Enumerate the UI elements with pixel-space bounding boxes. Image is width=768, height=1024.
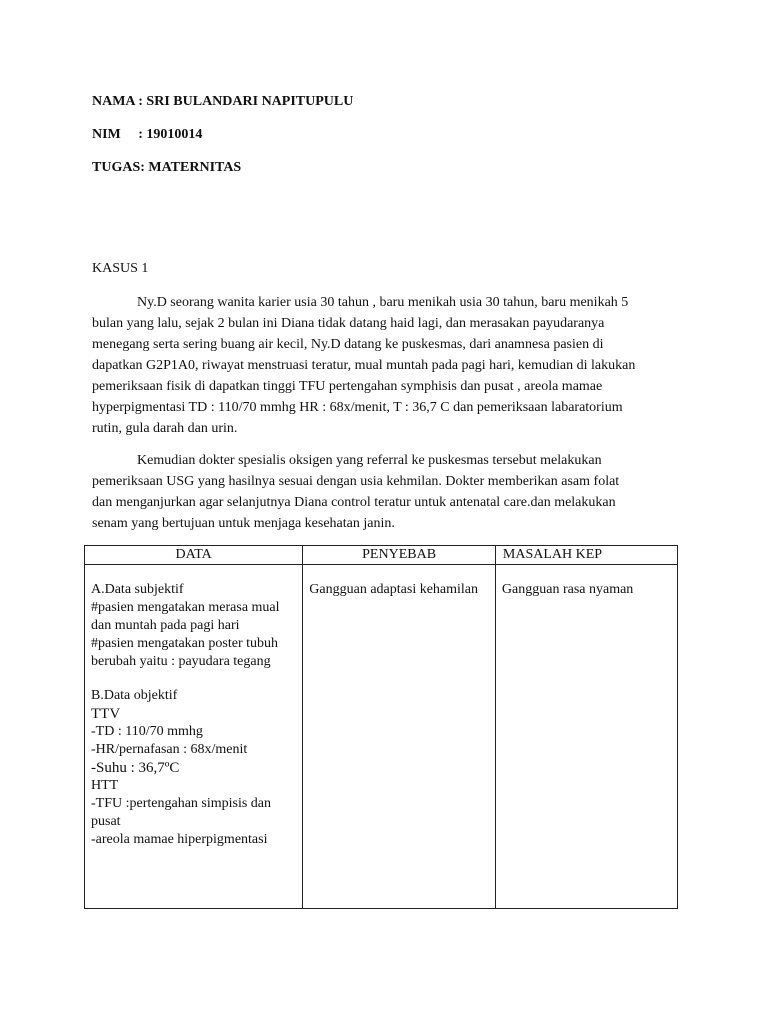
- paragraph-line: hyperpigmentasi TD : 110/70 mmhg HR : 68x/menit, T : 36,7 C dan pemeriksaan labaratorium: [92, 400, 623, 415]
- paragraph-line: dapatkan G2P1A0, riwayat menstruasi teratur, mual muntah pada pagi hari, kemudian di lakukan: [92, 358, 636, 373]
- section-gap: [91, 671, 298, 687]
- paragraph-line: pemeriksaan USG yang hasilnya sesuai dengan usia kehmilan. Dokter memberikan asam folat: [92, 474, 620, 489]
- subjective-line: berubah yaitu : payudara tegang: [91, 654, 271, 669]
- paragraph-line: Ny.D seorang wanita karier usia 30 tahun , baru menikah usia 30 tahun, baru menikah 5: [137, 295, 629, 310]
- header-penyebab: PENYEBAB: [303, 546, 496, 565]
- objective-line: -areola mamae hiperpigmentasi: [91, 832, 268, 847]
- subjective-heading: A.Data subjektif: [91, 582, 184, 597]
- objective-line: pusat: [91, 814, 121, 829]
- assignment-line: TUGAS: MATERNITAS: [92, 160, 242, 175]
- objective-heading: B.Data objektif: [91, 688, 178, 703]
- masalah-kep-cell: [495, 565, 677, 909]
- paragraph-line: pemeriksaan fisik di dapatkan tinggi TFU pertengahan symphisis dan pusat , areola mamae: [92, 379, 603, 394]
- table-header-row: [85, 546, 678, 565]
- data-cell: [85, 565, 303, 909]
- case-paragraph-2: [92, 450, 682, 534]
- objective-line: TTV: [91, 706, 121, 722]
- nursing-analysis-table: [84, 545, 678, 909]
- table-row: [85, 565, 678, 909]
- subjective-line: #pasien mengatakan merasa mual: [91, 600, 280, 615]
- objective-line: HTT: [91, 778, 119, 793]
- data-cell-content: [85, 581, 302, 849]
- paragraph-line: bulan yang lalu, sejak 2 bulan ini Diana tidak datang haid lagi, dan merasakan payudaranya: [92, 316, 605, 331]
- objective-line: -HR/pernafasan : 68x/menit: [91, 742, 248, 757]
- objective-line: -TFU :pertengahan simpisis dan: [91, 796, 272, 811]
- header-data: DATA: [85, 546, 303, 565]
- case-title: KASUS 1: [92, 261, 149, 276]
- paragraph-line: Kemudian dokter spesialis oksigen yang referral ke puskesmas tersebut melakukan: [137, 453, 602, 468]
- subjective-line: #pasien mengatakan poster tubuh: [91, 636, 279, 651]
- header-masalah-kep: MASALAH KEP: [495, 546, 677, 565]
- student-nim-line: NIM : 19010014: [92, 127, 203, 142]
- objective-line: -TD : 110/70 mmhg: [91, 724, 203, 739]
- paragraph-line: senam yang bertujuan untuk menjaga kesehatan janin.: [92, 516, 395, 531]
- paragraph-line: rutin, gula darah dan urin.: [92, 421, 238, 436]
- case-paragraph-1: [92, 292, 682, 439]
- paragraph-line: menegang serta sering buang air kecil, Ny.D datang ke puskesmas, dari anamnesa pasien di: [92, 337, 604, 352]
- masalah-kep-text: Gangguan rasa nyaman: [501, 582, 634, 597]
- penyebab-cell: [303, 565, 496, 909]
- subjective-line: dan muntah pada pagi hari: [91, 618, 240, 633]
- penyebab-text: Gangguan adaptasi kehamilan: [309, 582, 479, 597]
- paragraph-line: dan menganjurkan agar selanjutnya Diana control teratur untuk antenatal care.dan melakukan: [92, 495, 616, 510]
- student-name-line: NAMA : SRI BULANDARI NAPITUPULU: [92, 94, 354, 109]
- objective-line: -Suhu : 36,7ºC: [91, 760, 180, 776]
